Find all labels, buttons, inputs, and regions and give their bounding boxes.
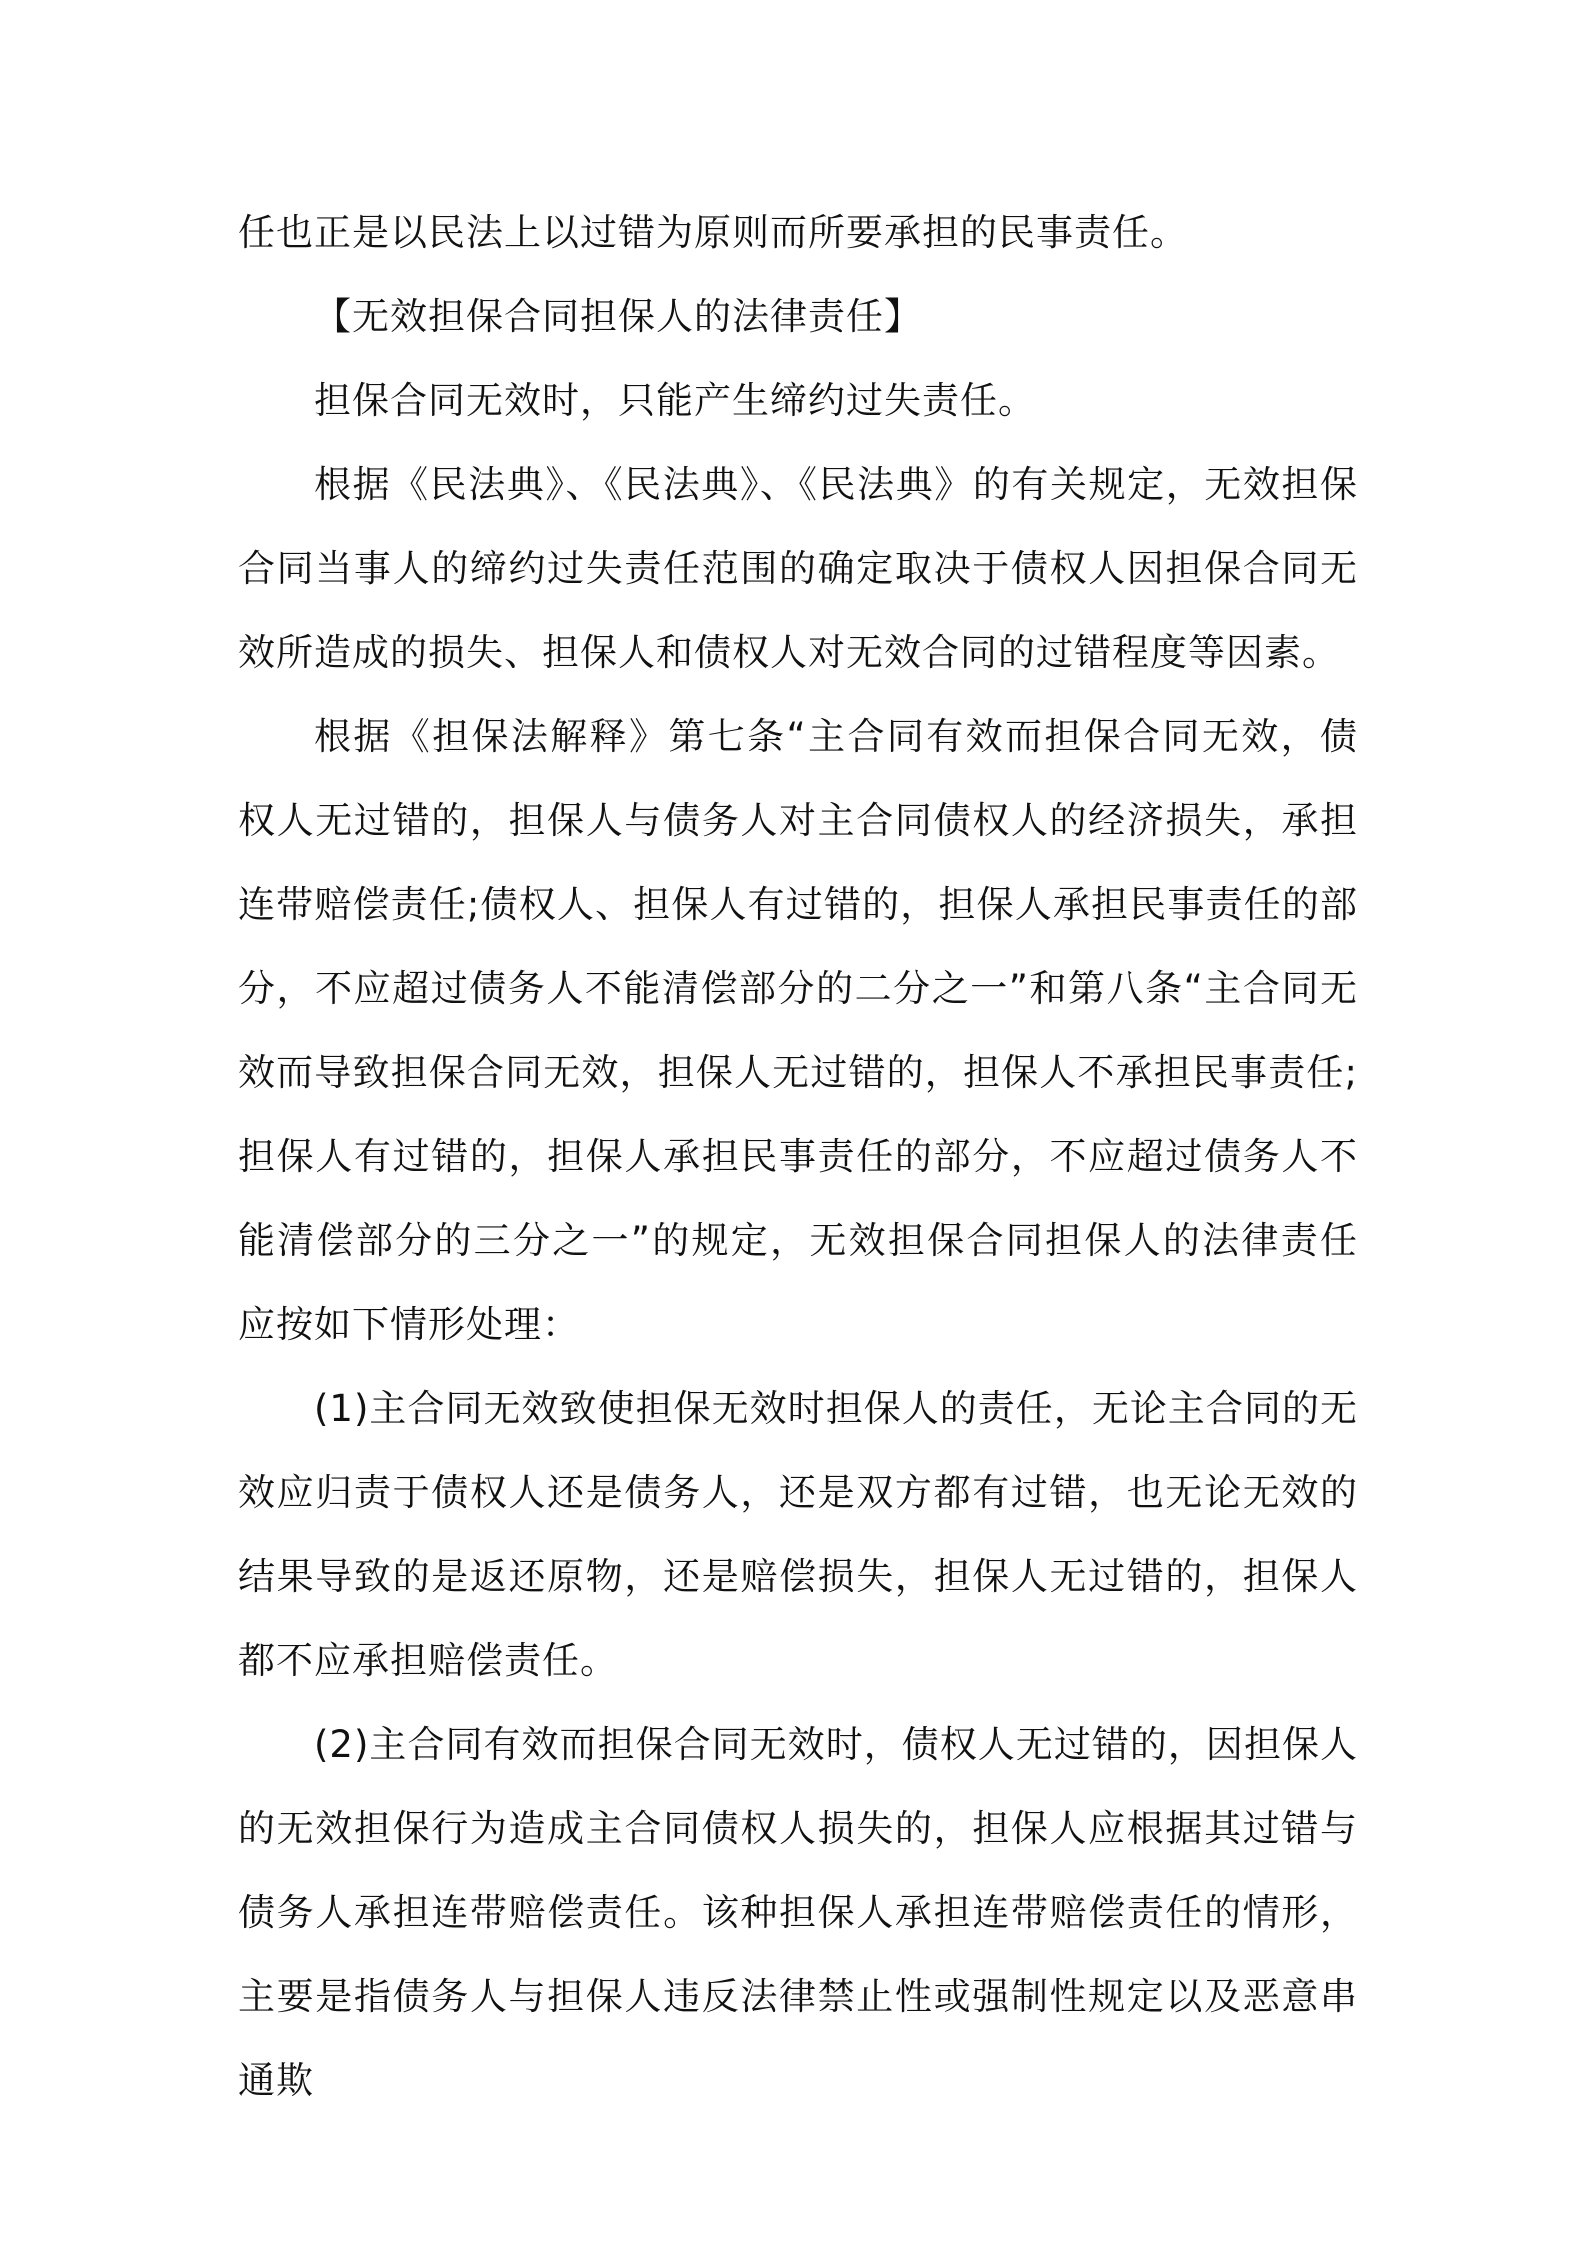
paragraph: 根据《担保法解释》第七条“主合同有效而担保合同无效，债权人无过错的，担保人与债务人对主合同债权人的经济损失，承担连带赔偿责任;债权人、担保人有过错的，担保人承担民事责任的部分，不应超过债务人不能清偿部分的二分之一”和第八条“主合同无效而导致担保合同无效，担保人无过错的，担保人不承担民事责任;担保人有过错的，担保人承担民事责任的部分，不应超过债务人不能清偿部分的三分之一”的规定，无效担保合同担保人的法律责任应按如下情形处理： [238,715,1358,1346]
paragraph-continuation: 任也正是以民法上以过错为原则而所要承担的民事责任。 [238,211,1188,254]
paragraph: 根据《民法典》、《民法典》、《民法典》的有关规定，无效担保合同当事人的缔约过失责任范围的确定取决于债权人因担保合同无效所造成的损失、担保人和债权人对无效合同的过错程度等因素。 [238,463,1358,674]
paragraph: (1)主合同无效致使担保无效时担保人的责任，无论主合同的无效应归责于债权人还是债务人，还是双方都有过错，也无论无效的结果导致的是返还原物，还是赔偿损失，担保人无过错的，担保人都不应承担赔偿责任。 [238,1387,1358,1682]
paragraph: 担保合同无效时，只能产生缔约过失责任。 [314,379,1036,422]
section-heading: 【无效担保合同担保人的法律责任】 [314,295,922,338]
body-text [238,191,1358,2123]
paragraph: (2)主合同有效而担保合同无效时，债权人无过错的，因担保人的无效担保行为造成主合同债权人损失的，担保人应根据其过错与债务人承担连带赔偿责任。该种担保人承担连带赔偿责任的情形，主要是指债务人与担保人违反法律禁止性或强制性规定以及恶意串通欺 [238,1723,1358,2102]
